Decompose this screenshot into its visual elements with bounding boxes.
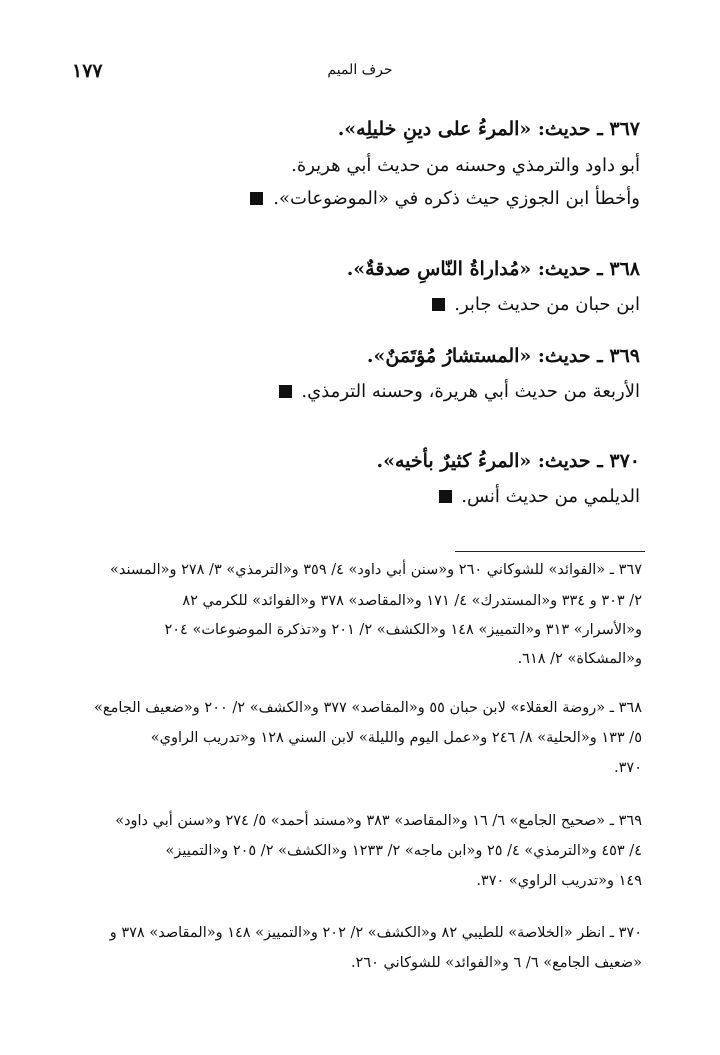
end-marker-icon (279, 385, 292, 398)
footnote-line: ٣٧٠ ـ انظر «الخلاصة» للطيبي ٨٢ و«الكشف» ٢/ ٢٠٢ و«التمييز» ١٤٨ و«المقاصد» ٣٧٨ و (109, 925, 642, 941)
footnote-line: و«الأسرار» ٣١٣ و«التمييز» ١٤٨ و«الكشف» ٢/ ٢٠١ و«تذكرة الموضوعات» ٢٠٤ (164, 622, 642, 638)
footnote-separator (455, 551, 645, 552)
footnote-line: «ضعيف الجامع» ٦/ ٦ و«الفوائد» للشوكاني ٢٦٠. (350, 955, 642, 971)
entry-text-span: وأخطأ ابن الجوزي حيث ذكره في «الموضوعات». (273, 188, 640, 209)
entry-text: أبو داود والترمذي وحسنه من حديث أبي هريرة. (291, 155, 640, 176)
footnote-line: ٢/ ٣٠٣ و ٣٣٤ و«المستدرك» ٤/ ١٧١ و«المقاصد» ٣٧٨ و«الفوائد» للكرمي ٨٢ (182, 593, 642, 609)
page-number: ١٧٧ (72, 60, 103, 82)
entry-text-span: الأربعة من حديث أبي هريرة، وحسنه الترمذي. (301, 381, 640, 402)
footnote-line: ٣٦٧ ـ «الفوائد» للشوكاني ٢٦٠ و«سنن أبي داود» ٤/ ٣٥٩ و«الترمذي» ٣/ ٢٧٨ و«المسند» (109, 562, 642, 578)
footnote-line: و«المشكاة» ٢/ ٦١٨. (517, 651, 642, 667)
footnote-line: ١٤٩ و«تدريب الراوي» ٣٧٠. (476, 873, 642, 889)
end-marker-icon (439, 490, 452, 503)
entry-text (60, 294, 640, 315)
end-marker-icon (432, 298, 445, 311)
footnote-line: ٣٦٩ ـ «صحيح الجامع» ٦/ ١٦ و«المقاصد» ٣٨٣ و«مسند أحمد» ٥/ ٢٧٤ و«سنن أبي داود» (115, 813, 642, 829)
footnote-line: ٣٧٠. (614, 760, 642, 776)
footnote-line: ٥/ ١٣٣ و«الحلية» ٨/ ٢٤٦ و«عمل اليوم والليلة» لابن السني ١٢٨ و«تدريب الراوي» (150, 730, 642, 746)
entry-text-span: ابن حبان من حديث جابر. (454, 294, 640, 315)
entry-text (60, 381, 640, 402)
end-marker-icon (250, 192, 263, 205)
running-title: حرف الميم (327, 62, 393, 78)
entry-heading: ٣٦٨ ـ حديث: «مُداراةُ النّاسِ صدقةٌ». (346, 258, 640, 280)
entry-text (60, 486, 640, 507)
footnote-line: ٣٦٨ ـ «روضة العقلاء» لابن حبان ٥٥ و«المقاصد» ٣٧٧ و«الكشف» ٢/ ٢٠٠ و«ضعيف الجامع» (94, 700, 642, 716)
entry-text-span: الديلمي من حديث أنس. (461, 486, 640, 507)
footnote-line: ٤/ ٤٥٣ و«الترمذي» ٤/ ٢٥ و«ابن ماجه» ٢/ ١٢٣٣ و«الكشف» ٢/ ٢٠٥ و«التمييز» (165, 843, 642, 859)
entry-text (60, 188, 640, 209)
entry-heading: ٣٧٠ ـ حديث: «المرءُ كثيرٌ بأخيه». (376, 450, 640, 472)
entry-heading: ٣٦٩ ـ حديث: «المستشارُ مُؤتَمَنٌ». (366, 345, 640, 367)
entry-heading: ٣٦٧ ـ حديث: «المرءُ على دينِ خليلِه». (337, 118, 640, 140)
